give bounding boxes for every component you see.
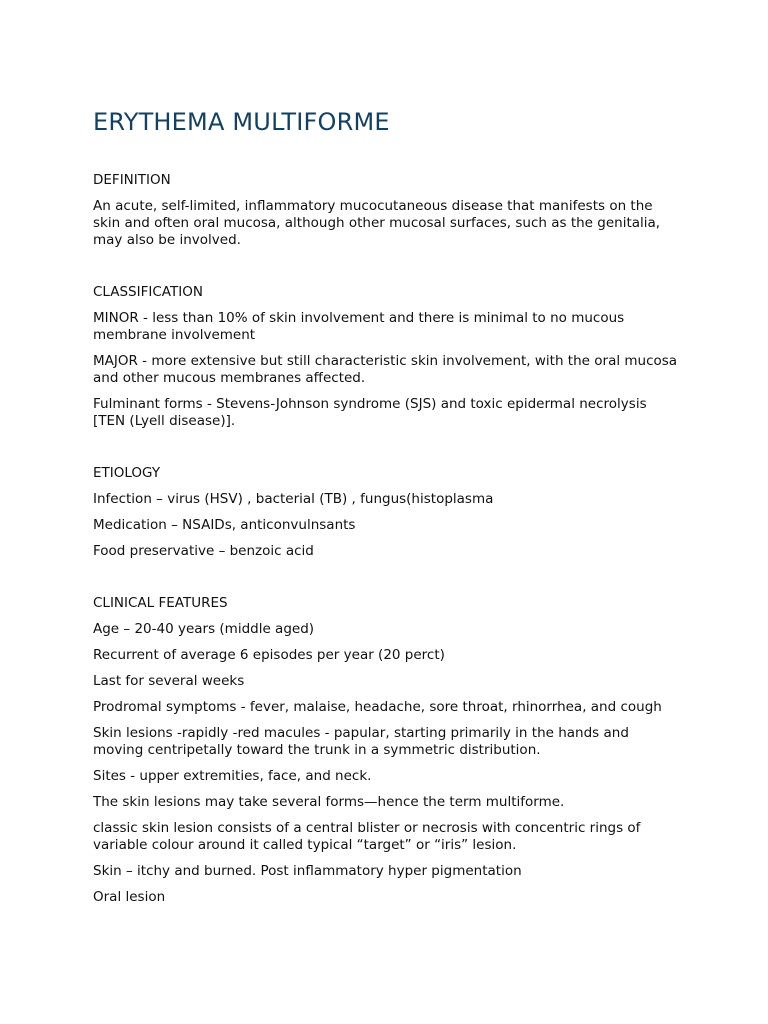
document-title: ERYTHEMA MULTIFORME xyxy=(93,108,390,136)
definition-paragraph: An acute, self-limited, inflammatory mucocutaneous disease that manifests on the skin and often oral mucosa, although other mucosal surfaces, such as the genitalia, may also be involved. xyxy=(93,198,661,248)
section-etiology xyxy=(93,465,683,560)
clinical-age: Age – 20-40 years (middle aged) xyxy=(93,621,315,637)
section-definition xyxy=(93,172,683,249)
clinical-forms: The skin lesions may take several forms—hence the term multiforme. xyxy=(93,794,565,810)
clinical-classic-lesion: classic skin lesion consists of a central blister or necrosis with concentric rings of variable colour around it called typical “target” or “iris” lesion. xyxy=(93,820,641,853)
etiology-food-preservative: Food preservative – benzoic acid xyxy=(93,543,314,559)
section-classification xyxy=(93,284,683,430)
section-heading-etiology: ETIOLOGY xyxy=(93,465,161,481)
clinical-prodromal: Prodromal symptoms - fever, malaise, headache, sore throat, rhinorrhea, and cough xyxy=(93,699,662,715)
classification-major: MAJOR - more extensive but still characteristic skin involvement, with the oral mucosa and other mucous membranes affected. xyxy=(93,353,678,386)
section-heading-definition: DEFINITION xyxy=(93,172,171,188)
clinical-duration: Last for several weeks xyxy=(93,673,245,689)
clinical-recurrence: Recurrent of average 6 episodes per year (20 perct) xyxy=(93,647,445,663)
section-heading-clinical-features: CLINICAL FEATURES xyxy=(93,595,228,611)
classification-minor: MINOR - less than 10% of skin involvement and there is minimal to no mucous membrane involvement xyxy=(93,310,625,343)
document-content xyxy=(93,106,683,915)
etiology-medication: Medication – NSAIDs, anticonvulnsants xyxy=(93,517,356,533)
clinical-sites: Sites - upper extremities, face, and neck. xyxy=(93,768,372,784)
clinical-skin-lesions: Skin lesions -rapidly -red macules - papular, starting primarily in the hands and moving centripetally toward the trunk in a symmetric distribution. xyxy=(93,725,629,758)
classification-fulminant: Fulminant forms - Stevens-Johnson syndrome (SJS) and toxic epidermal necrolysis [TEN (Lyell disease)]. xyxy=(93,396,647,429)
section-spacer xyxy=(93,258,683,284)
etiology-infection: Infection – virus (HSV) , bacterial (TB) , fungus(histoplasma xyxy=(93,491,494,507)
section-heading-classification: CLASSIFICATION xyxy=(93,284,203,300)
clinical-oral-lesion: Oral lesion xyxy=(93,889,166,905)
clinical-skin-symptoms: Skin – itchy and burned. Post inflammatory hyper pigmentation xyxy=(93,863,522,879)
section-clinical-features xyxy=(93,595,683,906)
section-spacer xyxy=(93,439,683,465)
section-spacer xyxy=(93,569,683,595)
